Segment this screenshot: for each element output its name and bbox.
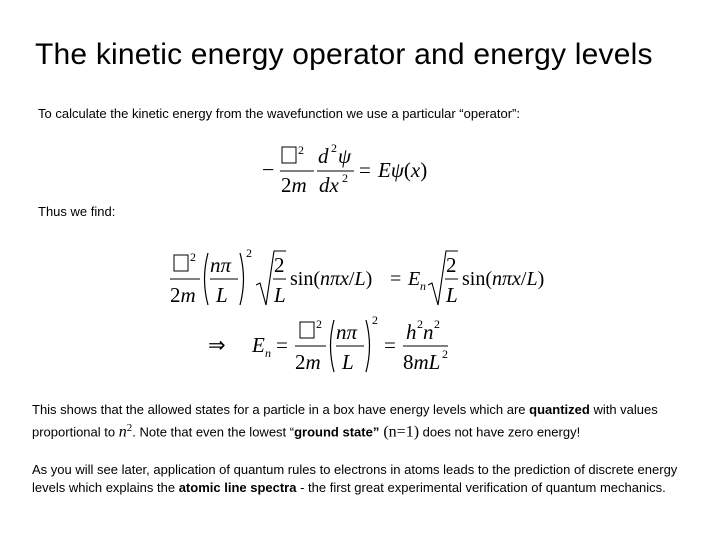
p1-text-f: . Note that even the lowest “: [132, 424, 295, 440]
svg-text:2: 2: [246, 246, 252, 260]
svg-text:L: L: [342, 350, 354, 374]
svg-text:2: 2: [372, 313, 378, 327]
svg-text:2m: 2m: [295, 350, 321, 374]
svg-text:2: 2: [434, 317, 440, 331]
svg-text:h: h: [406, 320, 417, 344]
p1-ground-state-bold: ground state”: [294, 424, 380, 440]
svg-text:n: n: [423, 320, 434, 344]
svg-text:L: L: [216, 283, 228, 307]
p1-quantized-bold: quantized: [529, 402, 590, 417]
svg-text:sin(nπx/L): sin(nπx/L): [462, 268, 545, 290]
svg-text:2: 2: [298, 143, 304, 157]
kinetic-equation: [168, 245, 568, 315]
slide-title: The kinetic energy operator and energy levels: [35, 38, 653, 71]
svg-text:E: E: [252, 333, 265, 357]
p2-text-c: - the first great experimental verification of quantum mechanics.: [296, 480, 666, 495]
svg-text:8mL: 8mL: [403, 350, 441, 374]
svg-text:⇒: ⇒: [208, 333, 226, 357]
operator-equation-svg: [262, 140, 442, 200]
spectra-paragraph: [32, 461, 697, 497]
svg-text:=: =: [359, 158, 371, 182]
operator-equation: [262, 140, 442, 206]
svg-text:2m: 2m: [170, 283, 196, 307]
svg-text:d: d: [318, 144, 329, 168]
svg-text:n: n: [420, 279, 426, 293]
p1-text-a: This shows that the allowed states for a particle in a box have energy levels which are: [32, 402, 530, 417]
p1-text-i: does not have zero energy!: [419, 424, 581, 440]
energy-equation: [208, 312, 458, 380]
svg-text:Eψ(x): Eψ(x): [378, 158, 428, 182]
energy-equation-svg: [208, 312, 458, 374]
svg-text:=: =: [390, 268, 402, 290]
svg-text:2: 2: [316, 317, 322, 331]
p1-text-c: with values proportional to: [32, 402, 658, 440]
svg-text:=: =: [384, 333, 396, 357]
svg-text:2: 2: [446, 253, 457, 277]
svg-text:L: L: [446, 283, 458, 307]
svg-text:2: 2: [342, 171, 348, 185]
svg-text:E: E: [408, 268, 421, 290]
svg-text:ψ: ψ: [338, 144, 352, 168]
svg-text:−: −: [262, 157, 275, 182]
p1-n-exponent: 2: [126, 422, 133, 434]
svg-text:L: L: [274, 283, 286, 307]
thus-text: Thus we find:: [38, 204, 116, 219]
svg-text:nπ: nπ: [336, 320, 358, 344]
svg-text:2: 2: [442, 347, 448, 361]
svg-text:2: 2: [190, 250, 196, 264]
svg-text:dx: dx: [319, 173, 339, 197]
p1-n-equals-1: (n=1): [379, 423, 420, 441]
svg-text:2: 2: [274, 253, 285, 277]
svg-text:2m: 2m: [281, 173, 307, 197]
quantization-paragraph: [32, 400, 697, 441]
svg-text:n: n: [265, 346, 271, 360]
intro-text: To calculate the kinetic energy from the wavefunction we use a particular “operator”:: [38, 106, 520, 121]
kinetic-equation-svg: [168, 245, 568, 309]
svg-text:sin(nπx/L): sin(nπx/L): [290, 268, 373, 290]
p2-text-a: As you will see later, application of quantum rules to electrons in atoms leads to the prediction of discrete energy levels which explains the: [32, 462, 678, 495]
p2-line-spectra-bold: atomic line spectra: [178, 480, 297, 495]
svg-text:nπ: nπ: [210, 253, 232, 277]
svg-text:2: 2: [417, 317, 423, 331]
svg-text:=: =: [276, 333, 288, 357]
svg-text:2: 2: [331, 141, 337, 155]
p1-n: n: [118, 423, 127, 441]
